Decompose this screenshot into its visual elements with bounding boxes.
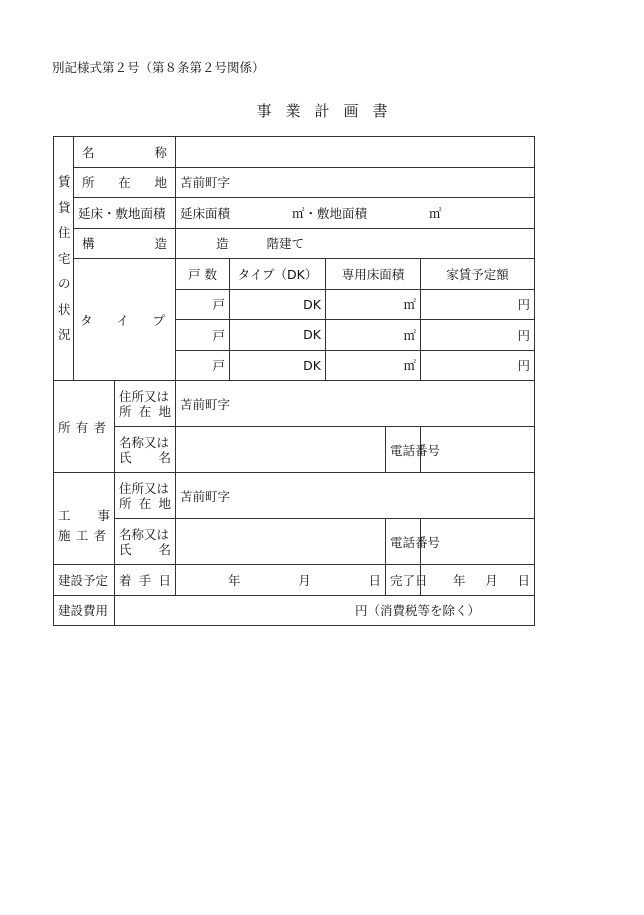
owner-address-field[interactable]: 苫前町字 — [176, 381, 535, 427]
dk-field[interactable]: DK — [230, 320, 326, 351]
contractor-name-row — [54, 519, 535, 565]
name-label: 名 称 — [74, 137, 176, 168]
floor-area-field[interactable]: ㎡ — [326, 289, 421, 320]
units-field[interactable]: 戸 — [176, 289, 230, 320]
type-header-units: 戸 数 — [176, 259, 230, 290]
schedule-label: 建設予定 — [54, 565, 115, 596]
area-label: 延床・敷地面積 — [74, 198, 176, 229]
units-field[interactable]: 戸 — [176, 350, 230, 381]
end-date-label: 完 了 日 — [386, 565, 421, 596]
floor-area-field[interactable]: ㎡ — [326, 320, 421, 351]
contractor-name-label: 名称又は 氏 名 — [115, 519, 176, 565]
cost-label: 建設費用 — [54, 595, 115, 626]
type-header-area: 専用床面積 — [326, 259, 421, 290]
contractor-phone-label: 電話番号 — [386, 519, 421, 565]
rental-structure-row — [54, 228, 535, 259]
cost-row — [54, 595, 535, 626]
area-field[interactable]: 延床面積 ㎡・敷地面積 ㎡ — [176, 198, 535, 229]
rental-section-label: 賃 貸 住 宅 の 状 況 — [54, 137, 74, 381]
rent-field[interactable]: 円 — [421, 350, 535, 381]
owner-label: 所 有 者 — [54, 381, 115, 473]
document-title: 事業計画書 — [256, 102, 402, 120]
name-field[interactable] — [176, 137, 535, 168]
dk-field[interactable]: DK — [230, 350, 326, 381]
owner-name-label: 名称又は 氏 名 — [115, 427, 176, 473]
dk-field[interactable]: DK — [230, 289, 326, 320]
location-field[interactable]: 苫前町字 — [176, 167, 535, 198]
rental-location-row — [54, 167, 535, 198]
owner-name-row — [54, 427, 535, 473]
type-header-row — [54, 259, 535, 290]
contractor-address-field[interactable]: 苫前町字 — [176, 473, 535, 519]
rental-area-row — [54, 198, 535, 229]
units-field[interactable]: 戸 — [176, 320, 230, 351]
rent-field[interactable]: 円 — [421, 320, 535, 351]
rent-field[interactable]: 円 — [421, 289, 535, 320]
rental-name-row — [54, 137, 535, 168]
structure-label: 構 造 — [74, 228, 176, 259]
type-header-rent: 家賃予定額 — [421, 259, 535, 290]
start-date-field[interactable]: 年 月 日 — [176, 565, 386, 596]
form-reference: 別記様式第２号（第８条第２号関係） — [52, 60, 265, 75]
business-plan-table — [53, 136, 535, 626]
contractor-address-label: 住所又は 所 在 地 — [115, 473, 176, 519]
owner-address-label: 住所又は 所 在 地 — [115, 381, 176, 427]
structure-field[interactable]: 造 階建て — [176, 228, 535, 259]
owner-name-field[interactable] — [176, 427, 386, 473]
type-header-dk: タイプ（DK） — [230, 259, 326, 290]
schedule-row — [54, 565, 535, 596]
type-label: タ イ プ — [74, 259, 176, 381]
start-date-label: 着 手 日 — [115, 565, 176, 596]
end-date-field[interactable]: 年 月 日 — [421, 565, 535, 596]
contractor-address-row — [54, 473, 535, 519]
contractor-label: 工 事 施 工 者 — [54, 473, 115, 565]
floor-area-field[interactable]: ㎡ — [326, 350, 421, 381]
contractor-name-field[interactable] — [176, 519, 386, 565]
location-label: 所 在 地 — [74, 167, 176, 198]
owner-address-row — [54, 381, 535, 427]
cost-field[interactable]: 円（消費税等を除く） — [115, 595, 535, 626]
owner-phone-label: 電話番号 — [386, 427, 421, 473]
